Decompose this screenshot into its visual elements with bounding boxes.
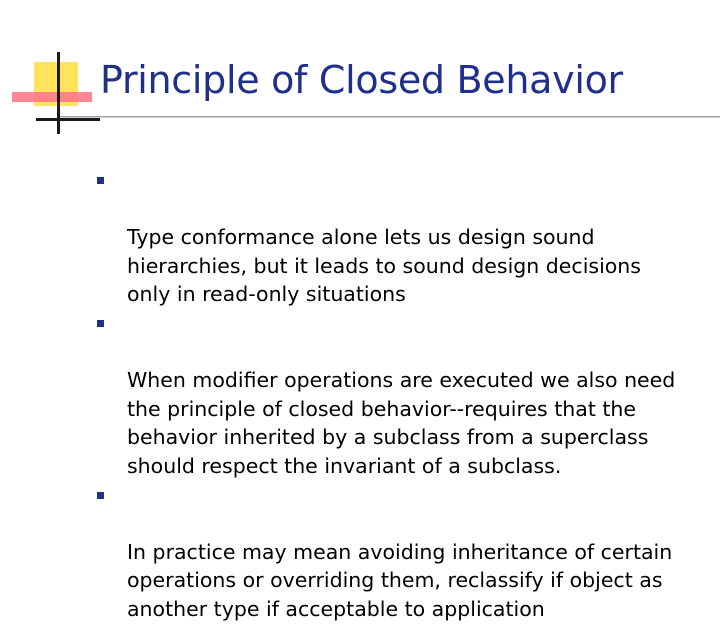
- title-rule: [60, 116, 720, 118]
- bullet-square-icon: [97, 492, 104, 499]
- bullet-text: Type conformance alone lets us design sound hierarchies, but it leads to sound design decisions only in read-only situations: [127, 225, 641, 307]
- red-bar: [12, 92, 92, 102]
- slide-title: Principle of Closed Behavior: [100, 58, 623, 102]
- bullet-list: [96, 166, 706, 624]
- bullet-square-icon: [97, 177, 104, 184]
- bullet-text: In practice may mean avoiding inheritance of certain operations or overriding them, reclassify if object as another type if acceptable to application: [127, 539, 673, 621]
- bullet-item: [96, 166, 706, 309]
- bullet-text: When modifier operations are executed we also need the principle of closed behavior--requires that the behavior inherited by a subclass from a superclass should respect the invariant of a subclass.: [127, 368, 676, 478]
- short-horizontal-line: [36, 118, 100, 121]
- bullet-item: [96, 309, 706, 481]
- vertical-line: [57, 52, 60, 134]
- bullet-item: [96, 481, 706, 624]
- bullet-square-icon: [97, 320, 104, 327]
